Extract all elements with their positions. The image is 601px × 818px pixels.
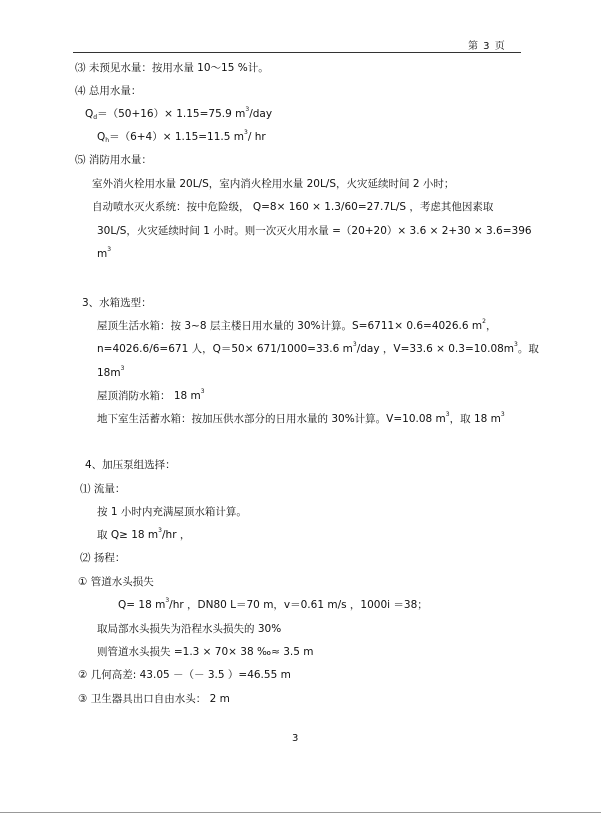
formula-qd bbox=[85, 107, 272, 121]
formula-qh-subscript: h bbox=[105, 137, 110, 144]
formula-qd-exponent: 3 bbox=[245, 106, 250, 113]
roof-tank-size: 18m bbox=[97, 367, 121, 379]
item-fire-water: ⑸ 消防用水量： bbox=[75, 154, 152, 166]
local-loss-text: 取局部水头损失为沿程水头损失的 30% bbox=[97, 623, 282, 635]
formula-qh bbox=[97, 130, 266, 144]
formula-qd-subscript: d bbox=[93, 114, 98, 121]
formula-qh-unit: / hr bbox=[247, 131, 266, 143]
flow-value-text: 取 Q≥ 18 m bbox=[97, 529, 159, 541]
roof-domestic-tank-line2 bbox=[97, 342, 539, 356]
fire-volume-text: 30L/S，火灾延续时间 1 小时。则一次灭火用水量 =（20+20）× 3.6 × 2+30 × 3.6=396 bbox=[97, 225, 532, 237]
fire-volume-unit-m: m bbox=[97, 248, 108, 260]
basement-tank-text: 地下室生活蓄水箱：按加压供水部分的日用水量的 30%计算。V=10.08 m bbox=[97, 413, 446, 425]
formula-qh-symbol: Q bbox=[97, 131, 106, 143]
pipe-head-loss-title: ① 管道水头损失 bbox=[78, 576, 154, 588]
flow-basis: 按 1 小时内充满屋顶水箱计算。 bbox=[97, 506, 247, 518]
roof-domestic-tank-line1 bbox=[97, 319, 496, 333]
roof-fire-tank-text: 屋顶消防水箱： 18 m bbox=[97, 390, 201, 402]
formula-qh-exponent: 3 bbox=[244, 129, 248, 136]
item-head: ⑵ 扬程： bbox=[80, 552, 126, 564]
roof-domestic-tank-text: 屋顶生活水箱：按 3~8 层主楼日用水量的 30%计算。S=6711× 0.6=4026.6 m bbox=[97, 320, 483, 332]
roof-tank-calc-b: /day ，V=33.6 × 0.3=10.08m bbox=[356, 343, 515, 355]
footer-page-number: 3 bbox=[292, 733, 299, 744]
fire-volume-unit-exp: 3 bbox=[107, 246, 112, 253]
flow-value-unit: /hr ， bbox=[162, 529, 191, 541]
item-flow: ⑴ 流量： bbox=[80, 483, 126, 495]
roof-domestic-tank-comma: ， bbox=[485, 320, 497, 332]
elevation-difference: ② 几何高差: 43.05 －（－ 3.5 ）=46.55 m bbox=[78, 669, 291, 681]
pipe-loss-result: 则管道水头损失 =1.3 × 70× 38 ‰≈ 3.5 m bbox=[97, 646, 314, 658]
pipe-parameters bbox=[118, 598, 428, 612]
pipe-flow-exp: 3 bbox=[165, 597, 170, 604]
roof-tank-calc-exp2: 3 bbox=[514, 341, 518, 348]
formula-qd-body: ＝（50+16）× 1.15=75.9 m bbox=[97, 108, 246, 120]
roof-tank-size-exp: 3 bbox=[120, 365, 125, 372]
header-page-label: 第 3 页 bbox=[468, 41, 506, 52]
roof-fire-tank bbox=[97, 389, 205, 403]
basement-tank-take: ，取 18 m bbox=[449, 413, 501, 425]
section-pump-selection: 4、加压泵组选择： bbox=[85, 459, 176, 471]
flow-value-exp: 3 bbox=[158, 527, 162, 534]
basement-tank-exp1: 3 bbox=[445, 411, 450, 418]
roof-tank-calc-c: 。取 bbox=[517, 343, 539, 355]
roof-tank-calc-exp1: 3 bbox=[352, 341, 357, 348]
formula-qh-body: ＝（6+4）× 1.15=11.5 m bbox=[109, 131, 244, 143]
fire-volume-unit bbox=[97, 247, 111, 261]
roof-tank-calc-a: n=4026.6/6=671 人，Q＝50× 671/1000=33.6 m bbox=[97, 343, 353, 355]
fixture-free-head: ③ 卫生器具出口自由水头： 2 m bbox=[78, 693, 230, 705]
roof-domestic-tank-line3 bbox=[97, 366, 124, 380]
pipe-flow: Q= 18 m bbox=[118, 599, 166, 611]
basement-tank-exp2: 3 bbox=[500, 411, 505, 418]
flow-value bbox=[97, 528, 190, 542]
formula-qd-symbol: Q bbox=[85, 108, 94, 120]
formula-qd-unit: /day bbox=[249, 108, 273, 120]
roof-fire-tank-exp: 3 bbox=[200, 388, 205, 395]
pipe-parameters-rest: /hr ，DN80 L＝70 m，v＝0.61 m/s ，1000i ＝38； bbox=[169, 599, 428, 611]
page-bottom-edge bbox=[0, 812, 601, 813]
header-rule bbox=[73, 52, 521, 53]
fire-hydrant-text: 室外消火栓用水量 20L/S，室内消火栓用水量 20L/S，火灾延续时间 2 小时； bbox=[92, 178, 455, 190]
roof-domestic-tank-exp: 2 bbox=[482, 318, 486, 325]
item-total-water: ⑷ 总用水量： bbox=[75, 85, 142, 97]
basement-tank bbox=[97, 412, 505, 426]
section-water-tank: 3、水箱选型： bbox=[82, 297, 152, 309]
item-unforeseen-water: ⑶ 未预见水量：按用水量 10～15 %计。 bbox=[75, 62, 269, 74]
sprinkler-text: 自动喷水灭火系统：按中危险级， Q=8× 160 × 1.3/60=27.7L/S ，考虑其他因素取 bbox=[92, 201, 494, 213]
